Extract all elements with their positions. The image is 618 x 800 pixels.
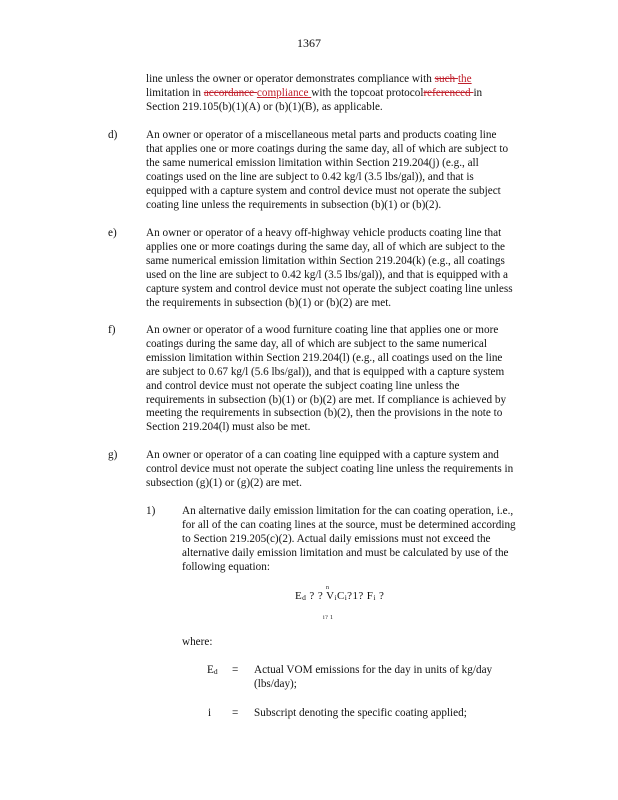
subparagraph-label-1: 1) [146, 505, 156, 517]
paragraph-e-line: An owner or operator of a heavy off-highway vehicle products coating line that [146, 227, 502, 239]
paragraph-f-line: Section 219.204(l) must also be met. [146, 421, 311, 434]
where-label: where: [182, 636, 213, 648]
intro-line-1: line unless the owner or operator demonstrates compliance with such the [146, 73, 472, 85]
paragraph-d-line: equipped with a capture system and control device must not operate the subject [146, 184, 501, 197]
definition-line: Subscript denoting the specific coating applied; [254, 707, 467, 719]
subparagraph-1-line: for all of the can coating lines at the source, must be determined according [182, 518, 516, 531]
paragraph-d-line: the same numerical emission limitation within Section 219.204(j) (e.g., all [146, 156, 479, 169]
paragraph-label-d: d) [108, 129, 118, 141]
definition-symbol-ed: Ed [207, 664, 218, 676]
paragraph-f-line: An owner or operator of a wood furniture coating line that applies one or more [146, 324, 499, 336]
subparagraph-1-line: alternative daily emission limitation and must be calculated by use of the [182, 546, 509, 559]
sum-lower-limit: i? 1 [323, 615, 334, 621]
definition-line: (lbs/day); [254, 677, 297, 690]
paragraph-label-e: e) [108, 227, 117, 239]
paragraph-e [146, 227, 546, 310]
subparagraph-1-line: to Section 219.205(c)(2). Actual daily emissions must not exceed the [182, 532, 491, 545]
definition-text-i [254, 707, 554, 721]
definition-symbol-i: i [208, 707, 212, 719]
definition-text-ed [254, 664, 554, 692]
equation-main: Ed ? ? ViCi?1? Fi ? [295, 590, 385, 602]
paragraph-f-line: are subject to 0.67 kg/l (5.6 lbs/gal)), and that is equipped with a capture system [146, 365, 505, 378]
definition-line: Actual VOM emissions for the day in units of kg/day [254, 664, 493, 676]
intro-line-2: limitation in accordance compliance with the topcoat protocolreferenced in [146, 86, 483, 99]
paragraph-e-line: used on the line are subject to 0.42 kg/l (3.5 lbs/gal)), and that is equipped with a [146, 268, 508, 281]
paragraph-d-line: that applies one or more coatings during the same day, all of which are subject to [146, 142, 509, 155]
paragraph-e-line: same numerical emission limitation within Section 219.204(k) (e.g., all coatings [146, 254, 505, 267]
paragraph-g-line: subsection (g)(1) or (g)(2) are met. [146, 476, 302, 489]
paragraph-f-line: and control device must not operate the subject coating line unless the [146, 379, 460, 392]
sum-upper-limit: n [326, 585, 330, 591]
paragraph-label-f: f) [108, 324, 116, 336]
paragraph-d [146, 129, 546, 212]
page-number: 1367 [297, 36, 321, 50]
definition-equals: = [232, 664, 239, 676]
intro-paragraph [146, 73, 546, 115]
emission-equation [295, 585, 385, 621]
intro-line-3: Section 219.105(b)(1)(A) or (b)(1)(B), as applicable. [146, 100, 383, 113]
paragraph-f-line: meeting the requirements in subsection (b)(2), then the provisions in the note to [146, 407, 503, 420]
paragraph-label-g: g) [108, 449, 118, 461]
paragraph-e-line: capture system and control device must not operate the subject coating line unless [146, 282, 513, 295]
subparagraph-1 [182, 505, 552, 575]
paragraph-g [146, 449, 546, 491]
paragraph-f-line: requirements in subsection (b)(1) or (b)(2) are met. If compliance is achieved by [146, 393, 507, 406]
paragraph-d-line: coating line unless the requirements in subsection (b)(1) or (b)(2). [146, 198, 442, 211]
paragraph-f-line: emission limitation within Section 219.204(l) (e.g., all coatings used on the line [146, 351, 503, 364]
paragraph-g-line: An owner or operator of a can coating line equipped with a capture system and [146, 449, 499, 461]
paragraph-d-line: An owner or operator of a miscellaneous metal parts and products coating line [146, 129, 497, 141]
paragraph-e-line: the requirements in subsection (b)(1) or (b)(2) are met. [146, 296, 392, 309]
subparagraph-1-line: following equation: [182, 560, 270, 573]
subparagraph-1-line: An alternative daily emission limitation for the can coating operation, i.e., [182, 505, 514, 517]
paragraph-d-line: coatings used on the line are subject to 0.42 kg/l (3.5 lbs/gal)), and that is [146, 170, 474, 183]
paragraph-f-line: coatings during the same day, all of which are subject to the same numerical [146, 337, 487, 350]
paragraph-e-line: applies one or more coatings during the same day, all of which are subject to the [146, 240, 506, 253]
paragraph-g-line: control device must not operate the subject coating line unless the requirements in [146, 462, 514, 475]
definition-equals: = [232, 707, 239, 719]
paragraph-f [146, 324, 546, 435]
